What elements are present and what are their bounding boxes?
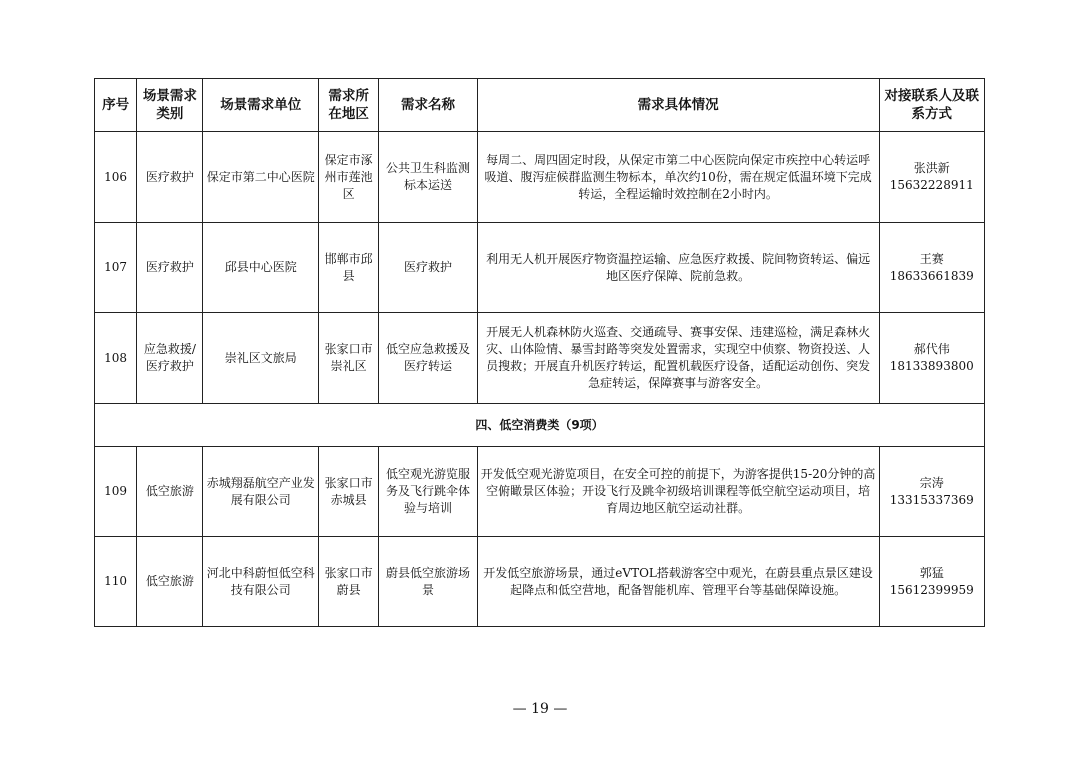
contact-phone: 15612399959 [889, 582, 974, 597]
row-detail: 开发低空观光游览项目，在安全可控的前提下，为游客提供15-20分钟的高空俯瞰景区体验；开设飞行及跳伞初级培训课程等低空航空运动项目，培育周边地区航空运动社群。 [477, 447, 879, 537]
row-category: 医疗救护 [137, 132, 203, 223]
row-region: 保定市涿州市莲池区 [319, 132, 379, 223]
header-category: 场景需求类别 [137, 79, 203, 132]
header-unit: 场景需求单位 [203, 79, 319, 132]
row-contact [879, 223, 985, 313]
row-no: 108 [95, 313, 137, 404]
row-name: 低空应急救援及医疗转运 [379, 313, 477, 404]
section-title: 四、低空消费类（9项） [95, 404, 985, 447]
header-contact: 对接联系人及联系方式 [879, 79, 985, 132]
row-detail: 利用无人机开展医疗物资温控运输、应急医疗救援、院间物资转运、偏远地区医疗保障、院前急救。 [477, 223, 879, 313]
row-detail: 开展无人机森林防火巡查、交通疏导、赛事安保、违建巡检，满足森林火灾、山体险情、暴雪封路等突发处置需求，实现空中侦察、物资投送、人员搜救；开展直升机医疗转运，配置机载医疗设备，适配运动创伤、突发急症转运，保障赛事与游客安全。 [477, 313, 879, 404]
row-region: 张家口市崇礼区 [319, 313, 379, 404]
section-row [95, 404, 985, 447]
contact-phone: 18133893800 [889, 359, 974, 373]
row-category: 低空旅游 [137, 537, 203, 627]
row-name: 低空观光游览服务及飞行跳伞体验与培训 [379, 447, 477, 537]
row-category: 低空旅游 [137, 447, 203, 537]
row-region: 张家口市赤城县 [319, 447, 379, 537]
row-unit: 河北中科蔚恒低空科技有限公司 [203, 537, 319, 627]
contact-name: 郭猛 [919, 565, 944, 580]
header-name: 需求名称 [379, 79, 477, 132]
row-contact [879, 313, 985, 404]
contact-phone: 18633661839 [889, 268, 974, 283]
row-no: 109 [95, 447, 137, 537]
contact-name: 王赛 [919, 251, 944, 266]
row-unit: 崇礼区文旅局 [203, 313, 319, 404]
contact-name: 郝代伟 [913, 342, 950, 356]
row-unit: 赤城翔磊航空产业发展有限公司 [203, 447, 319, 537]
row-contact [879, 132, 985, 223]
row-contact [879, 537, 985, 627]
row-category: 医疗救护 [137, 223, 203, 313]
page-number: — 19 — [512, 701, 568, 717]
table-row [95, 537, 985, 627]
header-detail: 需求具体情况 [477, 79, 879, 132]
header-no: 序号 [95, 79, 137, 132]
row-unit: 保定市第二中心医院 [203, 132, 319, 223]
contact-phone: 15632228911 [889, 178, 974, 192]
row-category: 应急救援/医疗救护 [137, 313, 203, 404]
contact-name: 宗涛 [919, 475, 944, 490]
row-no: 106 [95, 132, 137, 223]
requirements-table [94, 78, 985, 627]
header-region: 需求所在地区 [319, 79, 379, 132]
table-row [95, 447, 985, 537]
row-name: 医疗救护 [379, 223, 477, 313]
table-row [95, 132, 985, 223]
contact-name: 张洪新 [913, 161, 950, 175]
row-region: 张家口市蔚县 [319, 537, 379, 627]
contact-phone: 13315337369 [889, 492, 974, 507]
row-region: 邯郸市邱县 [319, 223, 379, 313]
row-unit: 邱县中心医院 [203, 223, 319, 313]
row-no: 107 [95, 223, 137, 313]
row-name: 公共卫生科监测标本运送 [379, 132, 477, 223]
row-no: 110 [95, 537, 137, 627]
row-contact [879, 447, 985, 537]
table-row [95, 313, 985, 404]
row-detail: 开发低空旅游场景，通过eVTOL搭载游客空中观光，在蔚县重点景区建设起降点和低空营地，配备智能机库、管理平台等基础保障设施。 [477, 537, 879, 627]
row-detail: 每周二、周四固定时段，从保定市第二中心医院向保定市疾控中心转运呼吸道、腹泻症候群监测生物标本，单次约10份，需在规定低温环境下完成转运，全程运输时效控制在2小时内。 [477, 132, 879, 223]
header-row [95, 79, 985, 132]
table-row [95, 223, 985, 313]
row-name: 蔚县低空旅游场景 [379, 537, 477, 627]
